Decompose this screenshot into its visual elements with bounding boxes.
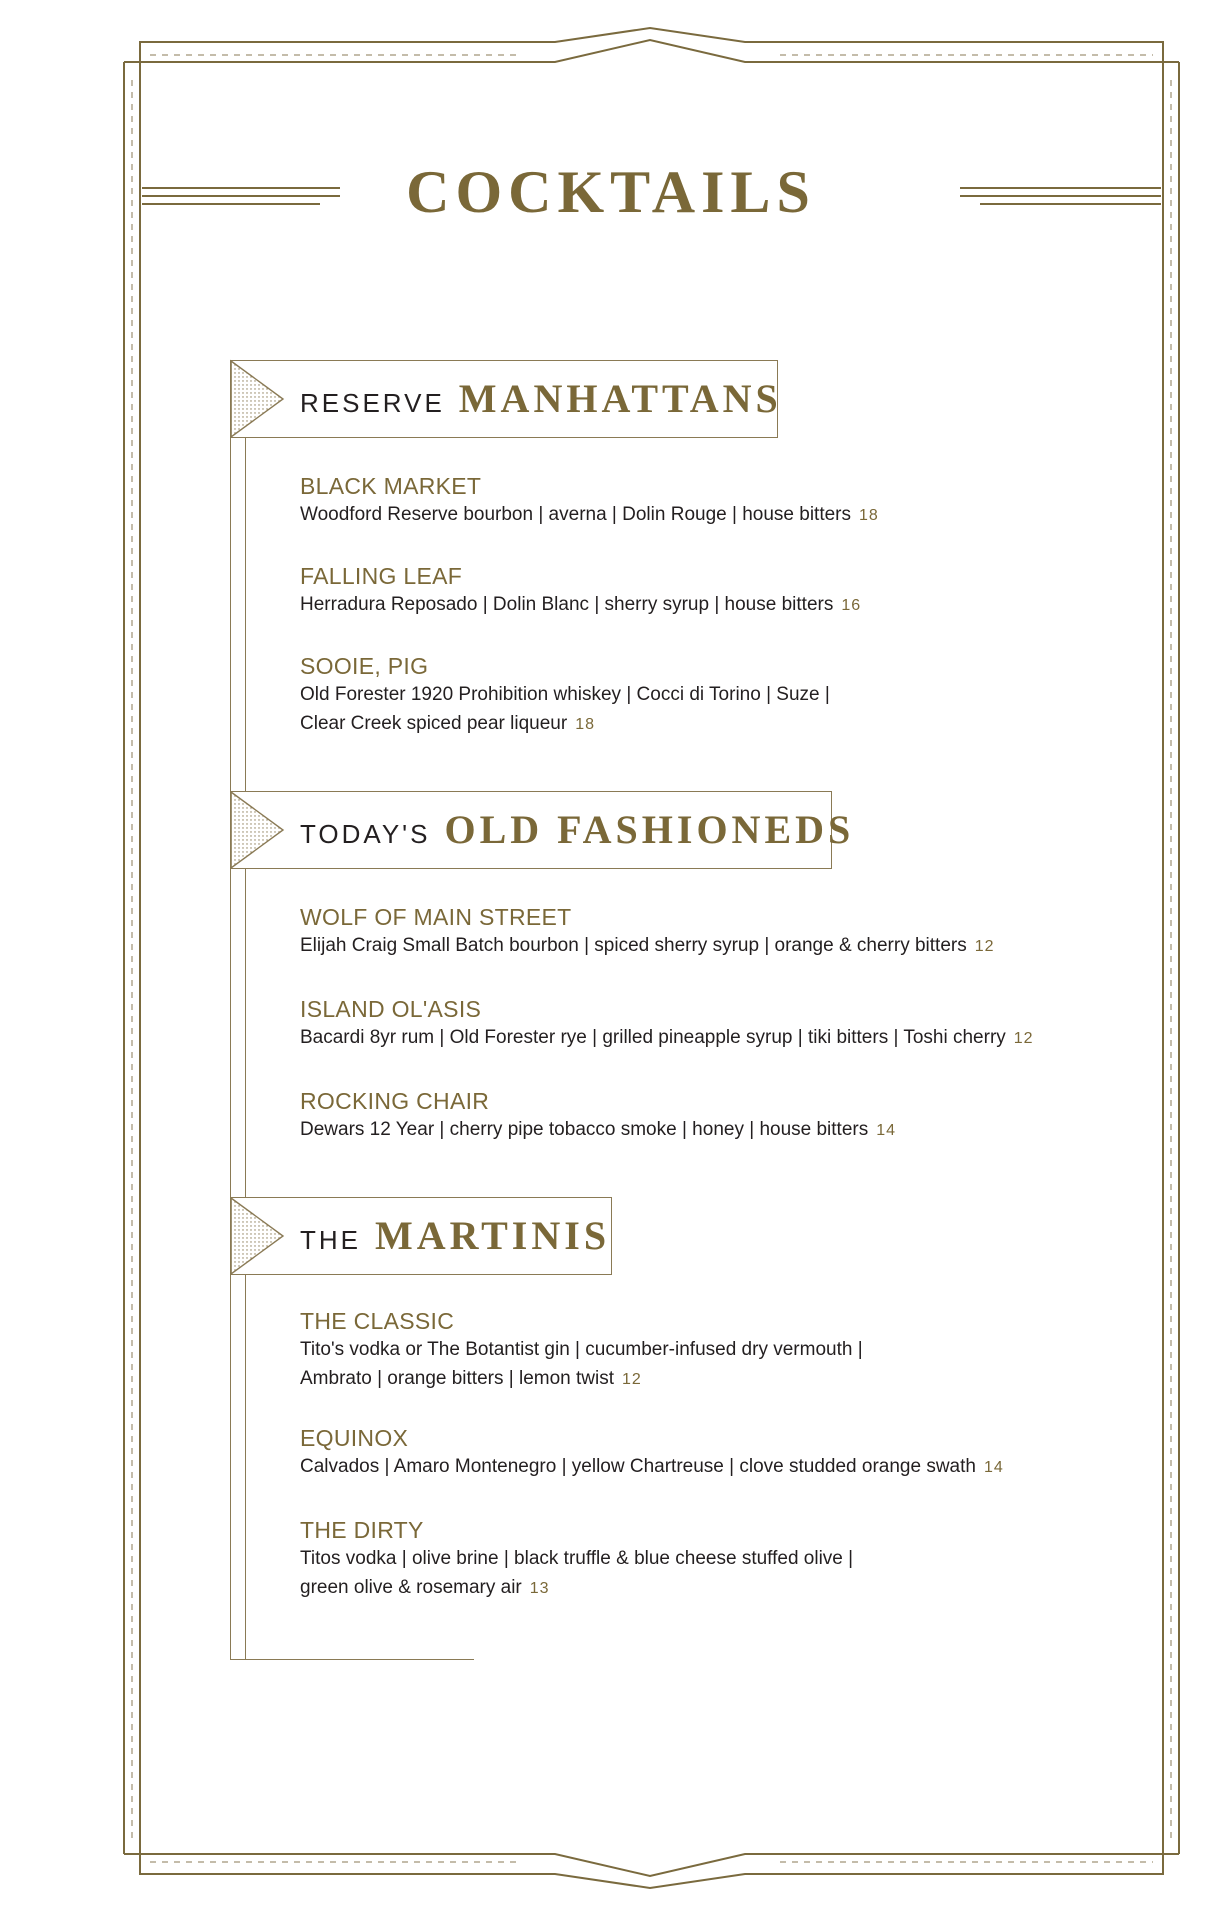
menu-item [300, 472, 1120, 530]
pennant-icon [229, 1196, 289, 1276]
section-banner-martinis [230, 1197, 612, 1275]
item-name: SOOIE, PIG [300, 653, 429, 679]
item-description: Dewars 12 Year | cherry pipe tobacco smoke | honey | house bitters 14 [300, 1119, 897, 1140]
pennant-icon [229, 790, 289, 870]
item-name: ROCKING CHAIR [300, 1088, 490, 1114]
item-description: Herradura Reposado | Dolin Blanc | sherry syrup | house bitters 16 [300, 594, 862, 615]
menu-item [300, 1087, 1120, 1145]
item-description: Woodford Reserve bourbon | averna | Dolin Rouge | house bitters 18 [300, 504, 879, 525]
section-banner-manhattans [230, 360, 782, 438]
item-price: 12 [622, 1371, 642, 1388]
item-description: Tito's vodka or The Botantist gin | cucumber-infused dry vermouth | [300, 1339, 863, 1360]
menu-item [300, 995, 1120, 1053]
item-price: 18 [859, 507, 879, 524]
section-prefix: THE [300, 1225, 361, 1255]
section-rail-foot [230, 1659, 474, 1660]
item-name: THE CLASSIC [300, 1308, 455, 1334]
item-description: green olive & rosemary air 13 [300, 1577, 550, 1598]
pennant-icon [229, 359, 289, 439]
menu-item [300, 1307, 1120, 1394]
menu-item [300, 562, 1120, 620]
item-description: Titos vodka | olive brine | black truffle & blue cheese stuffed olive | [300, 1548, 854, 1569]
item-name: ISLAND OL'ASIS [300, 996, 482, 1022]
section-prefix: TODAY'S [300, 819, 431, 849]
item-name: EQUINOX [300, 1425, 409, 1451]
section-banner-old-fashioneds [230, 791, 855, 869]
item-description: Ambrato | orange bitters | lemon twist 12 [300, 1368, 642, 1389]
section-heading: OLD FASHIONEDS [444, 807, 855, 852]
item-description: Bacardi 8yr rum | Old Forester rye | grilled pineapple syrup | tiki bitters | Toshi cherry 12 [300, 1027, 1034, 1048]
item-name: THE DIRTY [300, 1517, 424, 1543]
item-description: Elijah Craig Small Batch bourbon | spiced sherry syrup | orange & cherry bitters 12 [300, 935, 995, 956]
item-price: 14 [876, 1122, 897, 1139]
item-description: Clear Creek spiced pear liqueur 18 [300, 713, 595, 734]
item-price: 18 [575, 716, 595, 733]
menu-item [300, 1516, 1120, 1603]
item-description: Old Forester 1920 Prohibition whiskey | Cocci di Torino | Suze | [300, 684, 830, 705]
item-price: 14 [983, 1459, 1004, 1476]
menu-item [300, 903, 1120, 961]
item-name: WOLF OF MAIN STREET [300, 904, 572, 930]
section-rail [230, 360, 246, 1660]
item-name: BLACK MARKET [300, 473, 482, 499]
item-price: 12 [974, 938, 995, 955]
section-prefix: RESERVE [300, 388, 445, 418]
section-heading: MANHATTANS [458, 376, 782, 421]
item-price: 16 [841, 597, 862, 614]
item-description: Calvados | Amaro Montenegro | yellow Chartreuse | clove studded orange swath 14 [300, 1456, 1004, 1477]
item-price: 12 [1013, 1030, 1034, 1047]
item-name: FALLING LEAF [300, 563, 463, 589]
section-heading: MARTINIS [375, 1213, 611, 1258]
page-title: COCKTAILS [406, 159, 816, 225]
menu-item [300, 652, 1120, 739]
item-price: 13 [529, 1580, 550, 1597]
menu-item [300, 1424, 1120, 1482]
